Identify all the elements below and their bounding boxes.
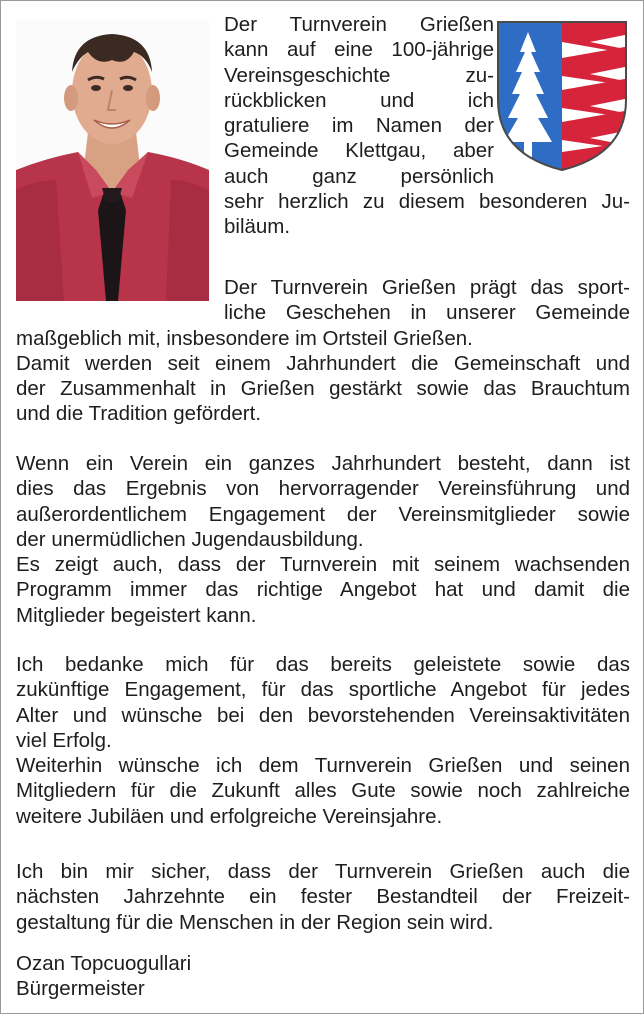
text-line: Vereinsgeschichte zu- bbox=[224, 63, 494, 87]
text-line: Mitgliedern für die Zukunft alles Gute sowie noch zahlreiche bbox=[16, 779, 630, 803]
paragraph-2 bbox=[16, 275, 630, 427]
text-line: Wenn ein Verein ein ganzes Jahrhundert besteht, dann ist bbox=[16, 452, 630, 475]
text-line: außerordentlichem Engagement der Vereinsmitglieder sowie bbox=[16, 502, 630, 526]
text-line: und die Tradition gefördert. bbox=[16, 402, 262, 426]
text-line: Alter und wünsche bei den bevorstehenden Vereinsaktivitäten bbox=[16, 703, 630, 727]
text-line: dies das Ergebnis von hervorragender Vereinsführung und bbox=[16, 477, 630, 501]
paragraph-4 bbox=[16, 652, 630, 829]
signature-title: Bürgermeister bbox=[16, 977, 145, 1001]
text-line: Weiterhin wünsche ich dem Turnverein Grießen und seinen bbox=[16, 754, 630, 778]
text-line: viel Erfolg. bbox=[16, 728, 112, 752]
text-line: nächsten Jahrzehnte ein fester Bestandteil der Freizeit- bbox=[16, 885, 630, 909]
text-line: der Zusammenhalt in Grießen gestärkt sowie das Brauchtum bbox=[16, 377, 630, 401]
text-line: Der Turnverein Grießen prägt das sport- bbox=[224, 276, 630, 299]
text-line: auch ganz persönlich bbox=[224, 164, 494, 188]
signature-block bbox=[16, 951, 630, 1002]
text-line: Ich bin mir sicher, dass der Turnverein Grießen auch die bbox=[16, 860, 630, 883]
text-line: Damit werden seit einem Jahrhundert die Gemeinschaft und bbox=[16, 351, 630, 375]
text-line: Es zeigt auch, dass der Turnverein mit seinem wachsenden bbox=[16, 553, 630, 577]
text-line: Programm immer das richtige Angebot hat und damit die bbox=[16, 578, 630, 602]
text-line: Ich bedanke mich für das bereits geleistete sowie das bbox=[16, 653, 630, 676]
text-line: Der Turnverein Grießen bbox=[224, 13, 494, 36]
paragraph-5 bbox=[16, 859, 630, 935]
text-line: biläum. bbox=[224, 215, 291, 239]
text-line: gratuliere im Namen der bbox=[224, 114, 494, 138]
text-line: kann auf eine 100-jährige bbox=[224, 38, 494, 62]
text-line: zukünftige Engagement, für das sportliche Angebot für jedes bbox=[16, 678, 630, 702]
signature-name: Ozan Topcuogullari bbox=[16, 952, 192, 975]
paragraph-3 bbox=[16, 451, 630, 628]
text-line: Gemeinde Klettgau, aber bbox=[224, 139, 494, 163]
text-line: maßgeblich mit, insbesondere im Ortsteil Grießen. bbox=[16, 326, 473, 350]
text-line: weitere Jubiläen und erfolgreiche Vereinsjahre. bbox=[16, 804, 443, 828]
paragraph-1 bbox=[16, 12, 630, 240]
text-line: gestaltung für die Menschen in der Region sein wird. bbox=[16, 910, 494, 934]
text-line: Mitglieder begeistert kann. bbox=[16, 603, 257, 627]
text-line: der unermüdlichen Jugendausbildung. bbox=[16, 527, 364, 551]
text-line: sehr herzlich zu diesem besonderen Ju- bbox=[224, 190, 630, 214]
text-line: liche Geschehen in unserer Gemeinde bbox=[224, 301, 630, 325]
text-line: rückblicken und ich bbox=[224, 88, 494, 112]
